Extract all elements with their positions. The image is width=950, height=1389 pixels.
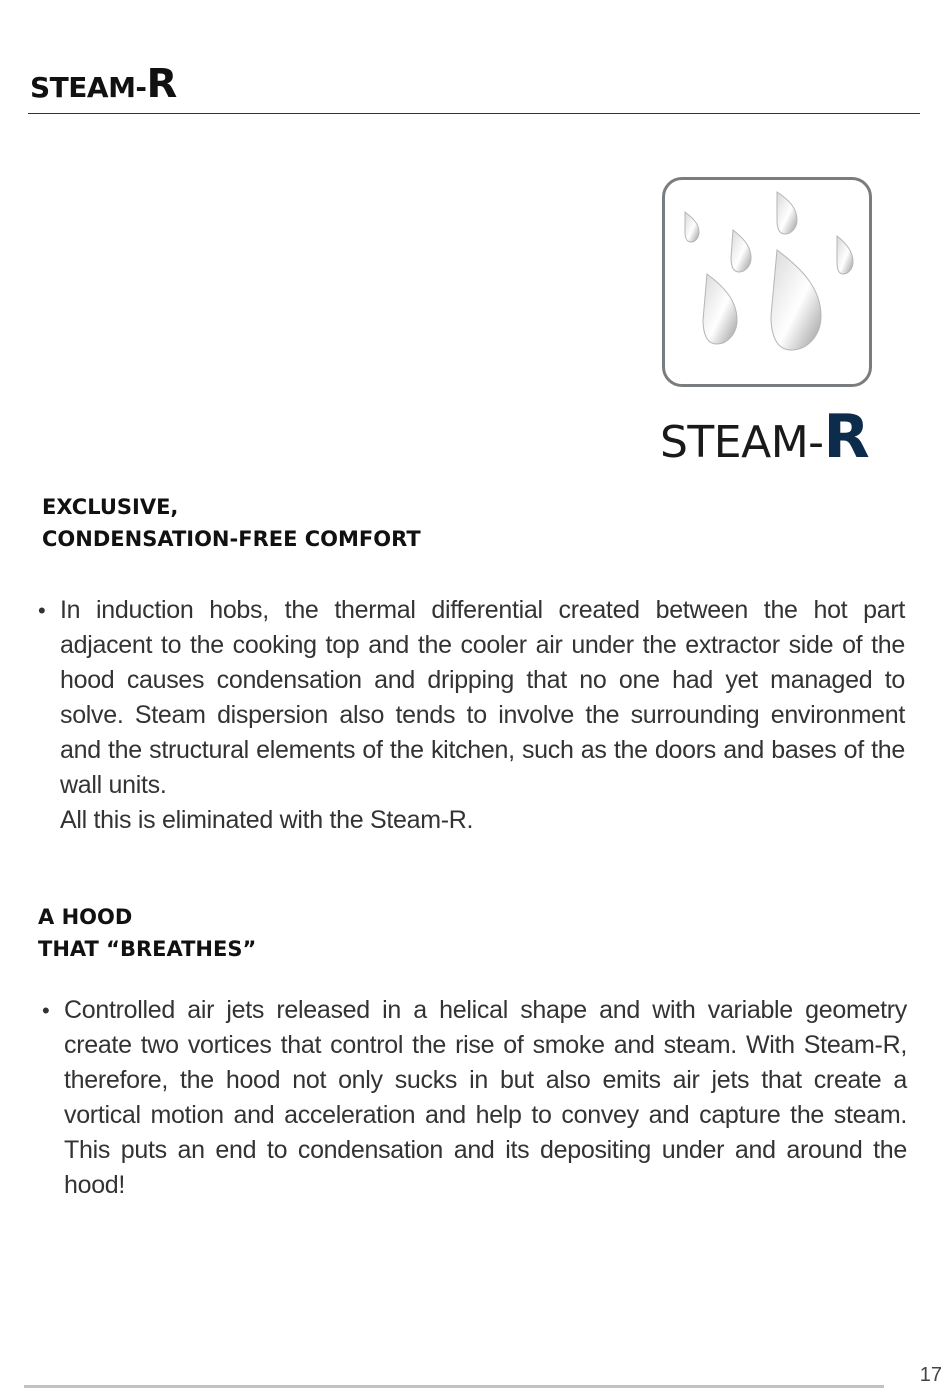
heading-line: CONDENSATION-FREE COMFORT [42, 527, 421, 551]
bullet-icon: • [42, 998, 50, 1023]
bullet-closing: All this is eliminated with the Steam-R. [60, 806, 474, 834]
header-divider [28, 113, 920, 114]
page-title-main: STEAM- [30, 71, 147, 104]
heading-line: EXCLUSIVE, [42, 495, 179, 519]
logo-wordmark [660, 402, 870, 472]
logo-wordmark-r: R [823, 402, 870, 472]
page-title-r: R [146, 61, 178, 107]
steam-drops-icon [665, 180, 869, 384]
footer-divider [24, 1385, 884, 1388]
steam-r-logo [662, 177, 872, 387]
section-heading-condensation [42, 491, 421, 555]
logo-wordmark-main: STEAM- [660, 417, 824, 468]
bullet-item-condensation [38, 593, 905, 838]
heading-line: A HOOD [38, 905, 133, 929]
bullet-icon: • [38, 598, 46, 623]
bullet-paragraph: In induction hobs, the thermal differential created between the hot part adjacent to the cooking top and the cooler air under the extractor side of the hood causes condensation and dripping that no one had yet managed to solve. Steam dispersion also tends to involve the surrounding environment and the structural elements of the kitchen, such as the doors and bases of the wall units. [60, 596, 905, 799]
heading-line: THAT “BREATHES” [38, 937, 257, 961]
page-number: 17 [919, 1364, 942, 1386]
page-title [30, 61, 178, 107]
bullet-paragraph: Controlled air jets released in a helical shape and with variable geometry create two vortices that control the rise of smoke and steam. With Steam-R, therefore, the hood not only sucks in but also emits air jets that create a vortical motion and acceleration and help to convey and capture the steam. This puts an end to condensation and its depositing under and around the hood! [64, 996, 907, 1199]
bullet-item-breathes [42, 993, 907, 1203]
section-heading-breathes [38, 901, 256, 965]
